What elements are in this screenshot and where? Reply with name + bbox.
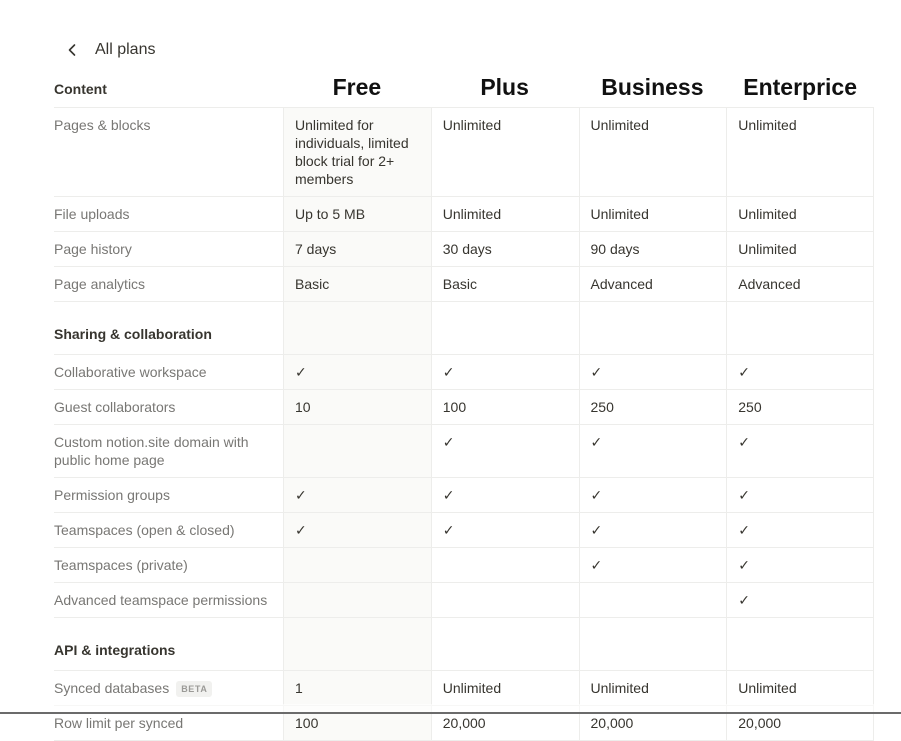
feature-label: Synced databases — [54, 680, 170, 696]
table-row — [54, 671, 874, 706]
feature-label: Teamspaces (open & closed) — [54, 522, 235, 538]
cell-value: Unlimited — [442, 680, 502, 696]
checkmark-icon: ✓ — [590, 487, 603, 503]
section-title — [54, 302, 283, 354]
checkmark-icon: ✓ — [738, 487, 750, 503]
cell-value: 20,000 — [442, 715, 486, 731]
cell-business — [579, 548, 727, 582]
cell-plus — [431, 548, 579, 582]
checkmark-icon: ✓ — [738, 522, 750, 538]
checkmark-icon: ✓ — [295, 522, 307, 538]
feature-label: Custom notion.site domain with public home page — [54, 434, 249, 468]
cell-enterprise — [726, 478, 874, 512]
feature-label: Guest collaborators — [54, 399, 176, 415]
plan-header-enterprise: Enterprice — [743, 74, 857, 100]
feature-label: API & integrations — [54, 642, 176, 658]
cell-value: Unlimited — [590, 117, 649, 133]
cell-enterprise — [726, 583, 874, 617]
cell-plus — [431, 197, 579, 231]
checkmark-icon: ✓ — [738, 434, 750, 450]
cell-free — [283, 302, 431, 354]
section-header-row — [54, 302, 874, 355]
feature-name — [54, 425, 283, 477]
cell-free — [283, 232, 431, 266]
feature-name — [54, 513, 283, 547]
cell-enterprise — [726, 197, 874, 231]
feature-label: Pages & blocks — [54, 117, 151, 133]
feature-name — [54, 108, 283, 196]
cell-value: Unlimited — [442, 117, 502, 133]
feature-label: Row limit per synced — [54, 715, 184, 731]
section-title — [54, 618, 283, 670]
checkmark-icon: ✓ — [295, 364, 307, 380]
cell-enterprise — [726, 302, 874, 354]
cell-free — [283, 267, 431, 301]
feature-label: File uploads — [54, 206, 130, 222]
cell-value: 250 — [590, 399, 614, 415]
cell-free — [283, 618, 431, 670]
cell-plus — [431, 390, 579, 424]
cell-business — [579, 618, 727, 670]
checkmark-icon: ✓ — [738, 557, 750, 573]
table-row — [54, 267, 874, 302]
cell-free — [283, 478, 431, 512]
cell-value: Basic — [442, 276, 477, 292]
table-row — [54, 232, 874, 267]
feature-name — [54, 232, 283, 266]
cell-enterprise — [726, 671, 874, 705]
cell-business — [579, 513, 727, 547]
cell-enterprise — [726, 267, 874, 301]
cell-enterprise — [726, 548, 874, 582]
feature-name — [54, 548, 283, 582]
cell-plus — [431, 618, 579, 670]
plan-comparison-table — [54, 69, 874, 741]
checkmark-icon: ✓ — [590, 522, 603, 538]
feature-label: Advanced teamspace permissions — [54, 592, 268, 608]
cell-plus — [431, 671, 579, 705]
cell-plus — [431, 355, 579, 389]
cell-value: 100 — [442, 399, 467, 415]
table-body — [54, 108, 874, 741]
plan-header-plus: Plus — [480, 74, 529, 100]
cell-business — [579, 197, 727, 231]
cell-value: 20,000 — [738, 715, 782, 731]
cell-free — [283, 513, 431, 547]
feature-name — [54, 671, 283, 705]
checkmark-icon: ✓ — [442, 434, 455, 450]
chevron-left-icon — [62, 40, 82, 60]
feature-name — [54, 267, 283, 301]
feature-name — [54, 390, 283, 424]
cell-value: 10 — [295, 399, 311, 415]
checkmark-icon: ✓ — [738, 592, 750, 608]
table-row — [54, 355, 874, 390]
feature-label: Sharing & collaboration — [54, 326, 212, 342]
cell-value: Up to 5 MB — [295, 206, 366, 222]
cell-plus — [431, 513, 579, 547]
feature-label: Permission groups — [54, 487, 170, 503]
feature-label: Page analytics — [54, 276, 146, 292]
plan-header-free: Free — [332, 74, 382, 100]
cell-value: Unlimited — [442, 206, 502, 222]
feature-label: Teamspaces (private) — [54, 557, 188, 573]
cell-plus — [431, 302, 579, 354]
cell-value: Advanced — [590, 276, 653, 292]
checkmark-icon: ✓ — [590, 557, 603, 573]
table-row — [54, 478, 874, 513]
cell-free — [283, 390, 431, 424]
cell-free — [283, 548, 431, 582]
cell-plus — [431, 425, 579, 477]
cell-free — [283, 355, 431, 389]
cell-value: 20,000 — [590, 715, 634, 731]
cell-value: 100 — [295, 715, 319, 731]
cell-plus — [431, 583, 579, 617]
cell-business — [579, 671, 727, 705]
beta-badge: BETA — [176, 681, 212, 697]
table-row — [54, 425, 874, 478]
table-row — [54, 108, 874, 197]
checkmark-icon: ✓ — [442, 364, 455, 380]
cell-free — [283, 425, 431, 477]
table-row — [54, 513, 874, 548]
checkmark-icon: ✓ — [442, 487, 455, 503]
cell-business — [579, 425, 727, 477]
cell-value: Advanced — [738, 276, 801, 292]
back-to-all-plans-button[interactable] — [62, 38, 155, 62]
feature-name — [54, 355, 283, 389]
cell-value: Unlimited — [590, 206, 649, 222]
checkmark-icon: ✓ — [738, 364, 750, 380]
cell-business — [579, 267, 727, 301]
table-row — [54, 583, 874, 618]
cell-value: 250 — [738, 399, 762, 415]
table-row — [54, 548, 874, 583]
checkmark-icon: ✓ — [590, 434, 603, 450]
cell-value: 1 — [295, 680, 303, 696]
cell-value: Unlimited for individuals, limited block trial for 2+ members — [295, 117, 409, 187]
cell-value: Unlimited — [738, 680, 797, 696]
cell-plus — [431, 267, 579, 301]
table-row — [54, 197, 874, 232]
cell-value: Unlimited — [738, 241, 797, 257]
cell-business — [579, 583, 727, 617]
cell-value: Basic — [295, 276, 330, 292]
cell-value: 90 days — [590, 241, 640, 257]
cell-enterprise — [726, 425, 874, 477]
cell-free — [283, 197, 431, 231]
cell-plus — [431, 108, 579, 196]
feature-name — [54, 583, 283, 617]
cell-enterprise — [726, 232, 874, 266]
cell-business — [579, 302, 727, 354]
table-row — [54, 390, 874, 425]
cell-plus — [431, 232, 579, 266]
back-label: All plans — [95, 41, 156, 58]
plan-header-business: Business — [601, 74, 704, 100]
feature-label: Collaborative workspace — [54, 364, 207, 380]
feature-name — [54, 478, 283, 512]
cell-free — [283, 671, 431, 705]
cell-business — [579, 390, 727, 424]
feature-name — [54, 197, 283, 231]
checkmark-icon: ✓ — [442, 522, 455, 538]
cell-business — [579, 108, 727, 196]
section-title-content: Content — [54, 81, 107, 97]
checkmark-icon: ✓ — [590, 364, 603, 380]
cell-value: 7 days — [295, 241, 337, 257]
cell-free — [283, 108, 431, 196]
cell-value: Unlimited — [738, 117, 797, 133]
cell-enterprise — [726, 513, 874, 547]
cell-business — [579, 355, 727, 389]
cell-enterprise — [726, 390, 874, 424]
cell-value: Unlimited — [590, 680, 649, 696]
section-header-row — [54, 618, 874, 671]
cell-business — [579, 478, 727, 512]
cell-business — [579, 232, 727, 266]
table-header-row — [54, 69, 874, 108]
cell-free — [283, 583, 431, 617]
cell-value: 30 days — [442, 241, 492, 257]
cell-enterprise — [726, 108, 874, 196]
cell-enterprise — [726, 355, 874, 389]
feature-label: Page history — [54, 241, 132, 257]
cell-value: Unlimited — [738, 206, 797, 222]
cell-enterprise — [726, 618, 874, 670]
checkmark-icon: ✓ — [295, 487, 307, 503]
cell-plus — [431, 478, 579, 512]
